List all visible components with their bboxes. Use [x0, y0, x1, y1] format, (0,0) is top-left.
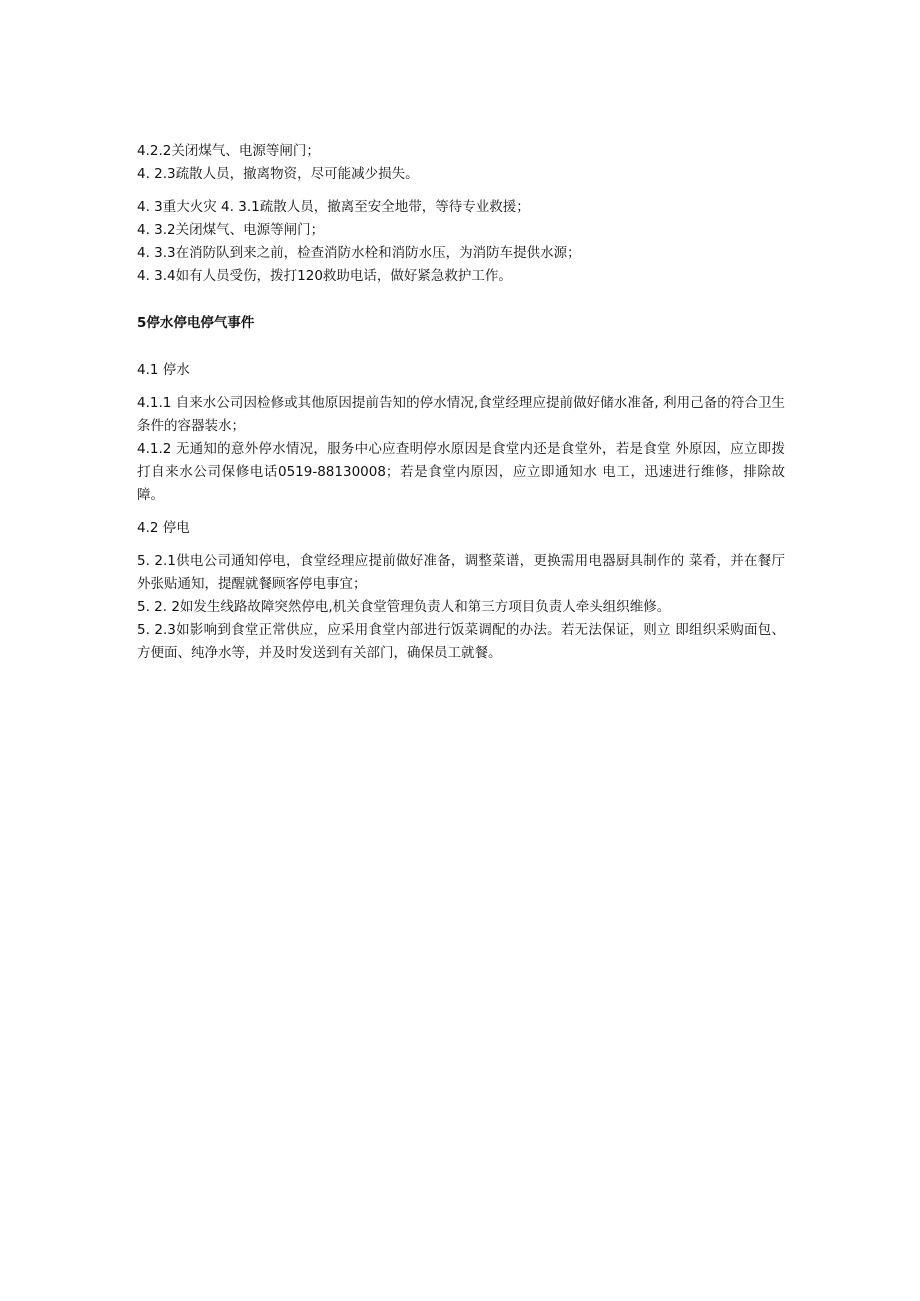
spacer	[137, 540, 785, 550]
clause-4-1-2: 4.1.2 无通知的意外停水情况，服务中心应查明停水原因是食堂内还是食堂外，若是食堂 外原因，应立即拨打自来水公司保修电话0519-88130008；若是食堂内原因，应立即通知水 电工，迅速进行维修，排除故障。	[137, 441, 785, 503]
clause-4-1-1: 4.1.1 自来水公司因检修或其他原因提前告知的停水情况,食堂经理应提前做好储水准备, 利用己备的符合卫生条件的容器装水；	[137, 395, 785, 434]
clause-5-2-3: 5. 2.3如影响到食堂正常供应，应采用食堂内部进行饭菜调配的办法。若无法保证，则立 即组织采购面包、方便面、纯净水等，并及时发送到有关部门，确保员工就餐。	[137, 622, 785, 661]
spacer	[137, 335, 785, 359]
clause-4-3-1: 4. 3重大火灾 4. 3.1疏散人员，撤离至安全地带，等待专业救援；	[137, 199, 530, 215]
spacer	[137, 186, 785, 196]
section-title: 5停水停电停气事件	[137, 315, 255, 331]
clause-4-3-3: 4. 3.3在消防队到来之前，检查消防水栓和消防水压，为消防车提供水源；	[137, 245, 581, 261]
spacer	[137, 382, 785, 392]
subsection-power: 4.2 停电	[137, 520, 190, 536]
clause-4-2-3: 4. 2.3疏散人员，撤离物资，尽可能减少损失。	[137, 166, 419, 182]
spacer	[137, 288, 785, 312]
clause-4-3-2: 4. 3.2关闭煤气、电源等闸门；	[137, 222, 325, 238]
clause-4-2-2: 4.2.2关闭煤气、电源等闸门；	[137, 143, 320, 159]
subsection-water: 4.1 停水	[137, 362, 190, 378]
clause-4-3-4: 4. 3.4如有人员受伤，拨打120救助电话，做好紧急救护工作。	[137, 268, 512, 284]
clause-5-2-1: 5. 2.1供电公司通知停电，食堂经理应提前做好准备，调整菜谱，更换需用电器厨具制作的 菜肴，并在餐厅外张贴通知，提醒就餐顾客停电事宜；	[137, 553, 785, 592]
clause-5-2-2: 5. 2. 2如发生线路故障突然停电,机关食堂管理负责人和第三方项目负责人牵头组织维修。	[137, 599, 671, 615]
document-body	[137, 140, 785, 665]
spacer	[137, 507, 785, 517]
